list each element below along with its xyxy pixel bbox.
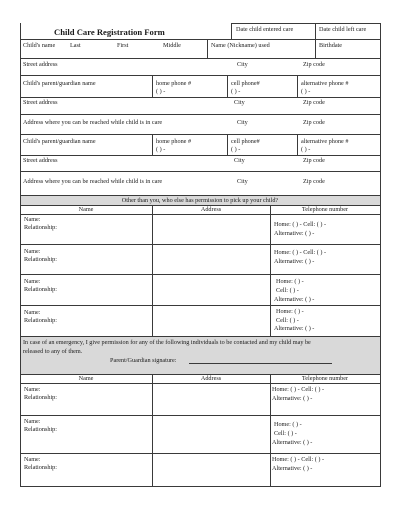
- last-label: Last: [70, 42, 81, 49]
- emergency-col-address: Address: [200, 375, 222, 382]
- emergency-row-3-phone-1: Home: ( ) - Cell: ( ) -: [272, 456, 325, 463]
- g1-cell-paren: ( ) -: [231, 88, 241, 95]
- g1-city-label: City: [234, 99, 245, 106]
- page-title: Child Care Registration Form: [54, 27, 165, 37]
- emergency-row-2-name: Name:: [24, 418, 41, 425]
- pickup-row-1-phone-2: Alternative: ( ) -: [274, 230, 315, 237]
- g1-reach-address-label: Address where you can be reached while child is in care: [23, 119, 163, 126]
- pickup-row-3-phone-1: Home: ( ) -: [276, 278, 304, 285]
- emergency-row-3-relationship: Relationship:: [24, 464, 57, 471]
- emergency-row-2-relationship: Relationship:: [24, 426, 57, 433]
- name-divider-2: [315, 39, 316, 58]
- g1-alt-phone-label: alternative phone #: [301, 80, 349, 87]
- emergency-col-divider-1: [152, 374, 153, 486]
- row-line-child-addr: [20, 75, 381, 76]
- row-line-emergency-cols: [20, 383, 381, 384]
- row-line-g2-name: [20, 155, 381, 156]
- nickname-label: Name (Nickname) used: [211, 42, 270, 49]
- g2-city-label: City: [234, 157, 245, 164]
- header-divider-1: [231, 23, 232, 39]
- emergency-row-3-name: Name:: [24, 456, 41, 463]
- g2-divider-1: [152, 134, 153, 155]
- row-line-header: [20, 39, 381, 40]
- frame-bottom: [20, 486, 381, 487]
- row-line-pickup-2: [20, 274, 381, 275]
- g2-divider-2: [227, 134, 228, 155]
- g2-reach-zip-label: Zip code: [303, 178, 325, 185]
- g1-home-phone-label: home phone #: [156, 80, 192, 87]
- row-line-g1-reach: [20, 134, 381, 135]
- birthdate-label: Birthdate: [319, 42, 343, 49]
- emergency-col-name: Name: [78, 375, 94, 382]
- name-divider-1: [207, 39, 208, 58]
- g2-alt-paren: ( ) -: [301, 146, 311, 153]
- emergency-text-line-2: released to any of them.: [23, 348, 83, 355]
- pickup-row-4-name: Name:: [24, 309, 41, 316]
- emergency-col-divider-2: [270, 374, 271, 486]
- child-zip-label: Zip code: [303, 61, 325, 68]
- g1-divider-1: [152, 75, 153, 97]
- frame-right: [380, 23, 381, 486]
- g2-street-label: Street address: [23, 157, 58, 164]
- emergency-text-line-1: In case of an emergency, I give permission for any of the following individuals to be contacted and my child may be: [23, 339, 311, 346]
- pickup-row-1-name: Name:: [24, 216, 41, 223]
- emergency-row-3-phone-2: Alternative: ( ) -: [272, 465, 313, 472]
- g2-cell-paren: ( ) -: [231, 146, 241, 153]
- g1-reach-city-label: City: [237, 119, 248, 126]
- row-line-g1-name: [20, 97, 381, 98]
- pickup-col-divider-2: [270, 205, 271, 336]
- row-line-emergency-2: [20, 453, 381, 454]
- pickup-col-divider-1: [152, 205, 153, 336]
- childs-name-label: Child's name: [23, 42, 56, 49]
- pickup-col-phone: Telephone number: [301, 206, 349, 213]
- date-entered-label: Date child entered care: [236, 26, 294, 33]
- emergency-row-2-phone-3: Alternative: ( ) -: [272, 439, 313, 446]
- emergency-row-2-phone-1: Home: ( ) -: [274, 421, 302, 428]
- pickup-row-3-phone-3: Alternative: ( ) -: [274, 296, 315, 303]
- pickup-row-2-phone-1: Home: ( ) - Cell: ( ) -: [274, 249, 327, 256]
- row-line-pickup-1: [20, 244, 381, 245]
- first-label: First: [117, 42, 129, 49]
- pickup-row-3-name: Name:: [24, 278, 41, 285]
- g1-zip-label: Zip code: [303, 99, 325, 106]
- g2-cell-phone-label: cell phone#: [231, 138, 260, 145]
- row-line-g1-street: [20, 114, 381, 115]
- g2-reach-address-label: Address where you can be reached while child is in care: [23, 178, 163, 185]
- row-line-emergency-1: [20, 415, 381, 416]
- emergency-row-1-phone-2: Alternative: ( ) -: [272, 395, 313, 402]
- signature-label: Parent/Guardian signature:: [110, 357, 177, 364]
- middle-label: Middle: [163, 42, 181, 49]
- pickup-row-4-phone-2: Cell: ( ) -: [276, 317, 299, 324]
- date-left-label: Date child left care: [319, 26, 367, 33]
- emergency-row-1-relationship: Relationship:: [24, 394, 57, 401]
- child-street-label: Street address: [23, 61, 58, 68]
- g2-home-paren: ( ) -: [156, 146, 166, 153]
- pickup-row-3-relationship: Relationship:: [24, 286, 57, 293]
- header-top-line: [231, 23, 381, 24]
- g1-cell-phone-label: cell phone#: [231, 80, 260, 87]
- g1-alt-paren: ( ) -: [301, 88, 311, 95]
- pickup-row-2-name: Name:: [24, 248, 41, 255]
- emergency-col-phone: Telephone number: [301, 375, 349, 382]
- emergency-row-1-phone-1: Home: ( ) - Cell: ( ) -: [272, 386, 325, 393]
- row-line-g2-reach: [20, 195, 381, 196]
- pickup-heading: Other than you, who else has permission to pick up your child?: [121, 197, 279, 204]
- pickup-col-address: Address: [200, 206, 222, 213]
- g1-reach-zip-label: Zip code: [303, 119, 325, 126]
- child-city-label: City: [237, 61, 248, 68]
- frame-left: [20, 23, 21, 486]
- guardian1-name-label: Child's parent/guardian name: [23, 80, 96, 87]
- pickup-row-2-phone-2: Alternative: ( ) -: [274, 258, 315, 265]
- emergency-row-1-name: Name:: [24, 386, 41, 393]
- row-line-name: [20, 58, 381, 59]
- g1-divider-3: [297, 75, 298, 97]
- emergency-row-2-phone-2: Cell: ( ) -: [274, 430, 297, 437]
- g1-street-label: Street address: [23, 99, 58, 106]
- g2-divider-3: [297, 134, 298, 155]
- g2-alt-phone-label: alternative phone #: [301, 138, 349, 145]
- pickup-row-4-phone-3: Alternative: ( ) -: [274, 325, 315, 332]
- header-divider-2: [315, 23, 316, 39]
- guardian2-name-label: Child's parent/guardian name: [23, 138, 96, 145]
- row-line-pickup-cols: [20, 214, 381, 215]
- pickup-col-name: Name: [78, 206, 94, 213]
- pickup-row-1-phone-1: Home: ( ) - Cell: ( ) -: [274, 221, 327, 228]
- g1-divider-2: [227, 75, 228, 97]
- pickup-row-3-phone-2: Cell: ( ) -: [276, 287, 299, 294]
- g2-zip-label: Zip code: [303, 157, 325, 164]
- g1-home-paren: ( ) -: [156, 88, 166, 95]
- g2-reach-city-label: City: [237, 178, 248, 185]
- pickup-row-4-relationship: Relationship:: [24, 317, 57, 324]
- pickup-row-2-relationship: Relationship:: [24, 256, 57, 263]
- signature-line[interactable]: [189, 363, 332, 364]
- row-line-g2-street: [20, 171, 381, 172]
- g2-home-phone-label: home phone #: [156, 138, 192, 145]
- row-line-pickup-3: [20, 305, 381, 306]
- pickup-row-4-phone-1: Home: ( ) -: [276, 308, 304, 315]
- row-line-pickup-4: [20, 336, 381, 337]
- pickup-row-1-relationship: Relationship:: [24, 224, 57, 231]
